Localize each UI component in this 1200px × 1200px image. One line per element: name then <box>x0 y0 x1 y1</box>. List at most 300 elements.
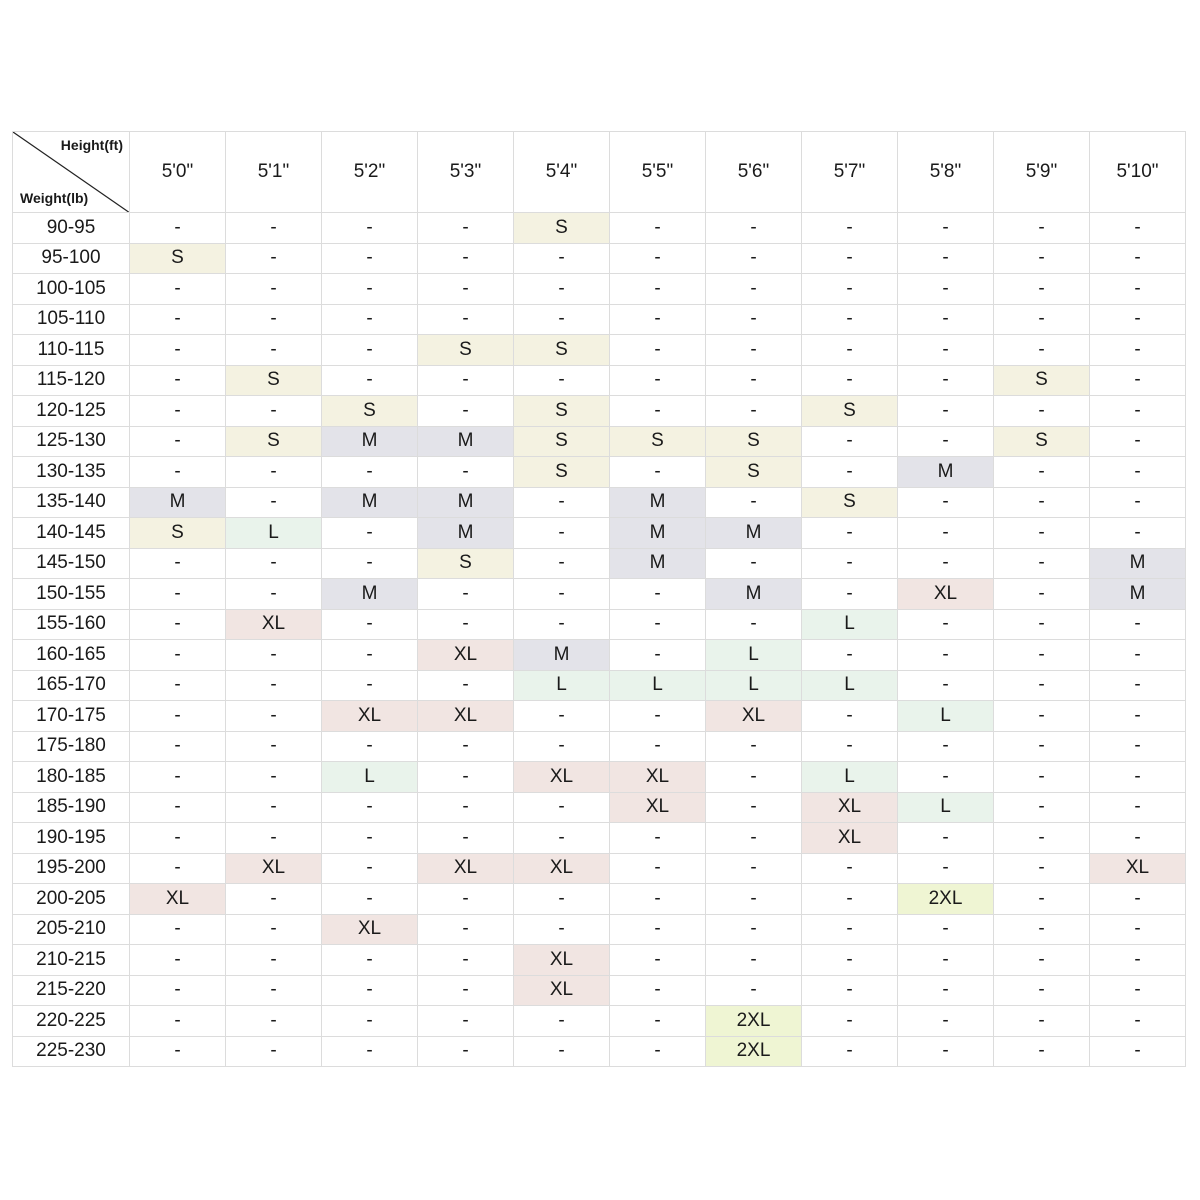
size-cell-empty: - <box>130 945 226 976</box>
size-cell-empty: - <box>322 548 418 579</box>
size-cell-empty: - <box>322 365 418 396</box>
size-cell: L <box>226 518 322 549</box>
height-header-0: 5'0" <box>130 132 226 213</box>
size-cell-empty: - <box>514 914 610 945</box>
size-cell-empty: - <box>418 579 514 610</box>
weight-range-cell: 95-100 <box>13 243 130 274</box>
size-cell-empty: - <box>898 853 994 884</box>
size-cell-empty: - <box>994 762 1090 793</box>
size-cell-empty: - <box>898 487 994 518</box>
size-cell-empty: - <box>130 975 226 1006</box>
height-header-row <box>13 132 1186 213</box>
size-cell-empty: - <box>226 579 322 610</box>
size-cell: S <box>322 396 418 427</box>
size-cell-empty: - <box>1090 945 1186 976</box>
size-cell: XL <box>610 762 706 793</box>
table-row <box>13 1036 1186 1067</box>
size-cell-empty: - <box>322 823 418 854</box>
size-cell: S <box>130 243 226 274</box>
table-row <box>13 365 1186 396</box>
size-cell-empty: - <box>130 457 226 488</box>
size-cell-empty: - <box>610 701 706 732</box>
size-cell-empty: - <box>322 274 418 305</box>
size-cell-empty: - <box>706 548 802 579</box>
size-cell: XL <box>802 792 898 823</box>
size-cell: S <box>226 365 322 396</box>
weight-range-cell: 165-170 <box>13 670 130 701</box>
size-cell-empty: - <box>994 548 1090 579</box>
size-cell-empty: - <box>322 457 418 488</box>
size-cell-empty: - <box>610 945 706 976</box>
size-cell-empty: - <box>322 304 418 335</box>
size-cell-empty: - <box>898 762 994 793</box>
size-cell: M <box>1090 579 1186 610</box>
size-cell-empty: - <box>802 579 898 610</box>
table-row <box>13 762 1186 793</box>
size-cell-empty: - <box>1090 609 1186 640</box>
size-cell: S <box>706 457 802 488</box>
size-cell: XL <box>514 945 610 976</box>
size-cell: M <box>418 518 514 549</box>
size-cell-empty: - <box>226 640 322 671</box>
weight-range-cell: 150-155 <box>13 579 130 610</box>
size-cell-empty: - <box>130 670 226 701</box>
size-cell-empty: - <box>994 609 1090 640</box>
size-cell: XL <box>226 609 322 640</box>
weight-range-cell: 130-135 <box>13 457 130 488</box>
weight-range-cell: 190-195 <box>13 823 130 854</box>
size-cell-empty: - <box>418 213 514 244</box>
size-cell-empty: - <box>1090 731 1186 762</box>
size-cell-empty: - <box>994 670 1090 701</box>
size-chart-table <box>12 131 1186 1067</box>
size-cell: XL <box>514 853 610 884</box>
size-cell-empty: - <box>226 945 322 976</box>
weight-range-cell: 200-205 <box>13 884 130 915</box>
weight-range-cell: 175-180 <box>13 731 130 762</box>
size-cell: S <box>802 396 898 427</box>
size-cell-empty: - <box>322 1006 418 1037</box>
size-cell-empty: - <box>802 548 898 579</box>
size-cell-empty: - <box>226 731 322 762</box>
size-cell-empty: - <box>610 457 706 488</box>
size-cell: S <box>994 365 1090 396</box>
size-cell-empty: - <box>706 365 802 396</box>
size-cell-empty: - <box>1090 518 1186 549</box>
size-cell-empty: - <box>610 1006 706 1037</box>
size-cell: L <box>898 701 994 732</box>
size-cell-empty: - <box>802 1006 898 1037</box>
size-cell-empty: - <box>802 884 898 915</box>
size-cell: M <box>706 579 802 610</box>
size-cell-empty: - <box>514 1036 610 1067</box>
size-cell-empty: - <box>898 396 994 427</box>
size-cell-empty: - <box>1090 243 1186 274</box>
size-cell-empty: - <box>706 274 802 305</box>
table-row <box>13 701 1186 732</box>
table-row <box>13 457 1186 488</box>
size-cell-empty: - <box>610 365 706 396</box>
size-cell-empty: - <box>610 213 706 244</box>
size-cell-empty: - <box>1090 1036 1186 1067</box>
size-cell-empty: - <box>130 304 226 335</box>
size-cell-empty: - <box>130 853 226 884</box>
weight-range-cell: 145-150 <box>13 548 130 579</box>
size-cell-empty: - <box>130 213 226 244</box>
size-cell-empty: - <box>994 792 1090 823</box>
size-cell-empty: - <box>994 487 1090 518</box>
size-cell-empty: - <box>802 945 898 976</box>
table-row <box>13 731 1186 762</box>
size-cell: M <box>610 487 706 518</box>
size-cell: XL <box>322 914 418 945</box>
size-cell: M <box>1090 548 1186 579</box>
size-cell: S <box>802 487 898 518</box>
size-cell-empty: - <box>610 579 706 610</box>
size-cell: M <box>322 579 418 610</box>
size-cell-empty: - <box>994 304 1090 335</box>
size-cell-empty: - <box>898 243 994 274</box>
size-cell-empty: - <box>610 335 706 366</box>
height-header-8: 5'8" <box>898 132 994 213</box>
size-cell-empty: - <box>802 853 898 884</box>
size-cell-empty: - <box>898 548 994 579</box>
size-cell-empty: - <box>514 731 610 762</box>
height-header-4: 5'4" <box>514 132 610 213</box>
size-cell: S <box>514 335 610 366</box>
size-cell-empty: - <box>610 731 706 762</box>
size-chart-body <box>13 213 1186 1067</box>
size-cell-empty: - <box>418 365 514 396</box>
size-cell-empty: - <box>514 304 610 335</box>
size-cell-empty: - <box>994 1036 1090 1067</box>
table-row <box>13 335 1186 366</box>
size-cell-empty: - <box>1090 762 1186 793</box>
size-cell-empty: - <box>898 518 994 549</box>
size-cell-empty: - <box>994 640 1090 671</box>
size-cell-empty: - <box>802 304 898 335</box>
size-cell-empty: - <box>514 609 610 640</box>
size-cell-empty: - <box>706 731 802 762</box>
weight-range-cell: 110-115 <box>13 335 130 366</box>
table-row <box>13 304 1186 335</box>
size-cell-empty: - <box>226 762 322 793</box>
size-cell-empty: - <box>514 365 610 396</box>
height-header-5: 5'5" <box>610 132 706 213</box>
size-cell-empty: - <box>706 304 802 335</box>
table-row <box>13 396 1186 427</box>
size-cell: XL <box>514 762 610 793</box>
size-cell-empty: - <box>802 243 898 274</box>
size-cell: 2XL <box>706 1036 802 1067</box>
size-cell: XL <box>802 823 898 854</box>
size-cell-empty: - <box>994 243 1090 274</box>
size-cell-empty: - <box>1090 701 1186 732</box>
size-cell: L <box>802 762 898 793</box>
table-row <box>13 975 1186 1006</box>
size-cell-empty: - <box>322 518 418 549</box>
size-cell: S <box>514 396 610 427</box>
size-cell-empty: - <box>706 853 802 884</box>
size-cell-empty: - <box>514 548 610 579</box>
size-cell-empty: - <box>418 304 514 335</box>
table-row <box>13 243 1186 274</box>
size-cell: L <box>706 670 802 701</box>
size-cell-empty: - <box>898 304 994 335</box>
size-cell-empty: - <box>802 914 898 945</box>
size-cell-empty: - <box>898 670 994 701</box>
size-cell-empty: - <box>514 243 610 274</box>
size-cell-empty: - <box>514 884 610 915</box>
size-cell: XL <box>322 701 418 732</box>
weight-range-cell: 210-215 <box>13 945 130 976</box>
size-cell-empty: - <box>418 914 514 945</box>
size-cell: S <box>418 335 514 366</box>
size-cell-empty: - <box>802 518 898 549</box>
size-cell: XL <box>130 884 226 915</box>
size-cell-empty: - <box>418 823 514 854</box>
size-cell: L <box>514 670 610 701</box>
size-cell-empty: - <box>418 975 514 1006</box>
size-cell-empty: - <box>706 823 802 854</box>
weight-range-cell: 155-160 <box>13 609 130 640</box>
weight-range-cell: 220-225 <box>13 1006 130 1037</box>
size-cell-empty: - <box>802 457 898 488</box>
size-cell: XL <box>514 975 610 1006</box>
size-cell-empty: - <box>1090 823 1186 854</box>
size-cell-empty: - <box>226 975 322 1006</box>
size-cell: S <box>706 426 802 457</box>
size-cell-empty: - <box>898 823 994 854</box>
table-row <box>13 670 1186 701</box>
size-cell-empty: - <box>226 548 322 579</box>
size-cell-empty: - <box>898 1006 994 1037</box>
size-cell-empty: - <box>418 243 514 274</box>
size-cell-empty: - <box>322 1036 418 1067</box>
size-cell-empty: - <box>130 792 226 823</box>
size-cell-empty: - <box>994 945 1090 976</box>
size-cell-empty: - <box>130 365 226 396</box>
size-cell-empty: - <box>226 304 322 335</box>
size-cell-empty: - <box>418 945 514 976</box>
weight-range-cell: 225-230 <box>13 1036 130 1067</box>
size-cell-empty: - <box>994 914 1090 945</box>
size-cell-empty: - <box>898 213 994 244</box>
size-cell-empty: - <box>418 884 514 915</box>
size-cell-empty: - <box>802 701 898 732</box>
size-cell-empty: - <box>802 426 898 457</box>
size-cell-empty: - <box>130 579 226 610</box>
size-cell-empty: - <box>994 457 1090 488</box>
size-cell: L <box>706 640 802 671</box>
size-cell-empty: - <box>226 274 322 305</box>
size-cell-empty: - <box>514 823 610 854</box>
size-cell-empty: - <box>130 396 226 427</box>
size-cell-empty: - <box>1090 457 1186 488</box>
size-cell-empty: - <box>514 579 610 610</box>
size-cell-empty: - <box>610 274 706 305</box>
size-cell-empty: - <box>226 1036 322 1067</box>
size-cell-empty: - <box>226 396 322 427</box>
size-cell-empty: - <box>610 609 706 640</box>
weight-range-cell: 90-95 <box>13 213 130 244</box>
size-cell-empty: - <box>418 1036 514 1067</box>
size-cell-empty: - <box>610 853 706 884</box>
size-cell-empty: - <box>610 823 706 854</box>
size-cell-empty: - <box>802 1036 898 1067</box>
size-cell: XL <box>418 853 514 884</box>
size-cell-empty: - <box>706 609 802 640</box>
weight-range-cell: 160-165 <box>13 640 130 671</box>
size-cell: S <box>418 548 514 579</box>
size-cell-empty: - <box>802 274 898 305</box>
size-cell-empty: - <box>994 396 1090 427</box>
size-cell-empty: - <box>898 335 994 366</box>
size-cell-empty: - <box>130 1006 226 1037</box>
size-cell-empty: - <box>322 884 418 915</box>
size-cell: XL <box>418 640 514 671</box>
size-cell-empty: - <box>130 914 226 945</box>
size-cell-empty: - <box>898 426 994 457</box>
size-cell-empty: - <box>130 640 226 671</box>
size-cell: 2XL <box>706 1006 802 1037</box>
size-cell-empty: - <box>994 213 1090 244</box>
size-cell-empty: - <box>418 792 514 823</box>
table-row <box>13 945 1186 976</box>
size-cell-empty: - <box>994 884 1090 915</box>
size-cell-empty: - <box>802 731 898 762</box>
size-cell: S <box>130 518 226 549</box>
size-cell: S <box>514 213 610 244</box>
size-cell-empty: - <box>226 487 322 518</box>
size-cell-empty: - <box>322 853 418 884</box>
size-cell-empty: - <box>994 1006 1090 1037</box>
weight-range-cell: 185-190 <box>13 792 130 823</box>
size-cell: XL <box>706 701 802 732</box>
size-cell-empty: - <box>898 975 994 1006</box>
size-cell-empty: - <box>226 884 322 915</box>
size-cell-empty: - <box>994 731 1090 762</box>
size-cell: M <box>514 640 610 671</box>
size-cell-empty: - <box>1090 426 1186 457</box>
size-cell-empty: - <box>514 487 610 518</box>
weight-range-cell: 125-130 <box>13 426 130 457</box>
weight-range-cell: 180-185 <box>13 762 130 793</box>
size-cell-empty: - <box>514 518 610 549</box>
size-cell-empty: - <box>322 335 418 366</box>
size-cell: M <box>610 548 706 579</box>
size-cell: L <box>802 609 898 640</box>
size-cell-empty: - <box>130 731 226 762</box>
table-row <box>13 823 1186 854</box>
table-row <box>13 914 1186 945</box>
size-cell-empty: - <box>1090 914 1186 945</box>
size-cell-empty: - <box>994 853 1090 884</box>
size-cell-empty: - <box>226 335 322 366</box>
size-cell-empty: - <box>1090 335 1186 366</box>
size-cell: XL <box>1090 853 1186 884</box>
size-cell-empty: - <box>802 640 898 671</box>
size-cell-empty: - <box>130 335 226 366</box>
size-cell-empty: - <box>1090 670 1186 701</box>
table-row <box>13 274 1186 305</box>
size-cell-empty: - <box>706 884 802 915</box>
table-row <box>13 609 1186 640</box>
size-cell: XL <box>418 701 514 732</box>
height-header-1: 5'1" <box>226 132 322 213</box>
size-cell-empty: - <box>706 945 802 976</box>
size-cell-empty: - <box>610 1036 706 1067</box>
size-cell-empty: - <box>706 396 802 427</box>
size-cell-empty: - <box>994 701 1090 732</box>
table-row <box>13 213 1186 244</box>
table-row <box>13 518 1186 549</box>
size-cell-empty: - <box>706 762 802 793</box>
weight-axis-label: Weight(lb) <box>20 190 89 206</box>
size-cell-empty: - <box>514 274 610 305</box>
size-cell-empty: - <box>226 914 322 945</box>
weight-range-cell: 105-110 <box>13 304 130 335</box>
size-cell-empty: - <box>706 914 802 945</box>
size-cell-empty: - <box>610 396 706 427</box>
weight-range-cell: 135-140 <box>13 487 130 518</box>
size-cell-empty: - <box>322 670 418 701</box>
table-row <box>13 579 1186 610</box>
weight-range-cell: 115-120 <box>13 365 130 396</box>
size-cell-empty: - <box>610 640 706 671</box>
size-cell-empty: - <box>994 823 1090 854</box>
size-cell-empty: - <box>1090 487 1186 518</box>
size-cell-empty: - <box>1090 304 1186 335</box>
size-cell-empty: - <box>898 914 994 945</box>
size-cell: S <box>514 426 610 457</box>
height-header-3: 5'3" <box>418 132 514 213</box>
size-cell-empty: - <box>418 762 514 793</box>
size-cell-empty: - <box>898 731 994 762</box>
size-cell-empty: - <box>802 365 898 396</box>
size-cell-empty: - <box>610 884 706 915</box>
table-row <box>13 640 1186 671</box>
size-cell-empty: - <box>1090 365 1186 396</box>
size-cell-empty: - <box>1090 884 1186 915</box>
size-cell-empty: - <box>706 243 802 274</box>
size-cell: L <box>610 670 706 701</box>
size-cell: XL <box>226 853 322 884</box>
size-cell-empty: - <box>1090 975 1186 1006</box>
size-cell-empty: - <box>130 548 226 579</box>
size-cell-empty: - <box>418 670 514 701</box>
size-cell: M <box>130 487 226 518</box>
size-cell: M <box>898 457 994 488</box>
weight-range-cell: 205-210 <box>13 914 130 945</box>
size-cell-empty: - <box>226 792 322 823</box>
size-cell-empty: - <box>994 975 1090 1006</box>
size-cell-empty: - <box>322 792 418 823</box>
height-header-2: 5'2" <box>322 132 418 213</box>
height-header-10: 5'10" <box>1090 132 1186 213</box>
height-header-6: 5'6" <box>706 132 802 213</box>
size-cell-empty: - <box>706 213 802 244</box>
table-row <box>13 1006 1186 1037</box>
height-header-9: 5'9" <box>994 132 1090 213</box>
size-cell-empty: - <box>706 975 802 1006</box>
size-cell-empty: - <box>226 823 322 854</box>
size-cell-empty: - <box>130 762 226 793</box>
table-row <box>13 792 1186 823</box>
size-cell-empty: - <box>1090 274 1186 305</box>
size-cell-empty: - <box>130 823 226 854</box>
size-cell-empty: - <box>418 457 514 488</box>
